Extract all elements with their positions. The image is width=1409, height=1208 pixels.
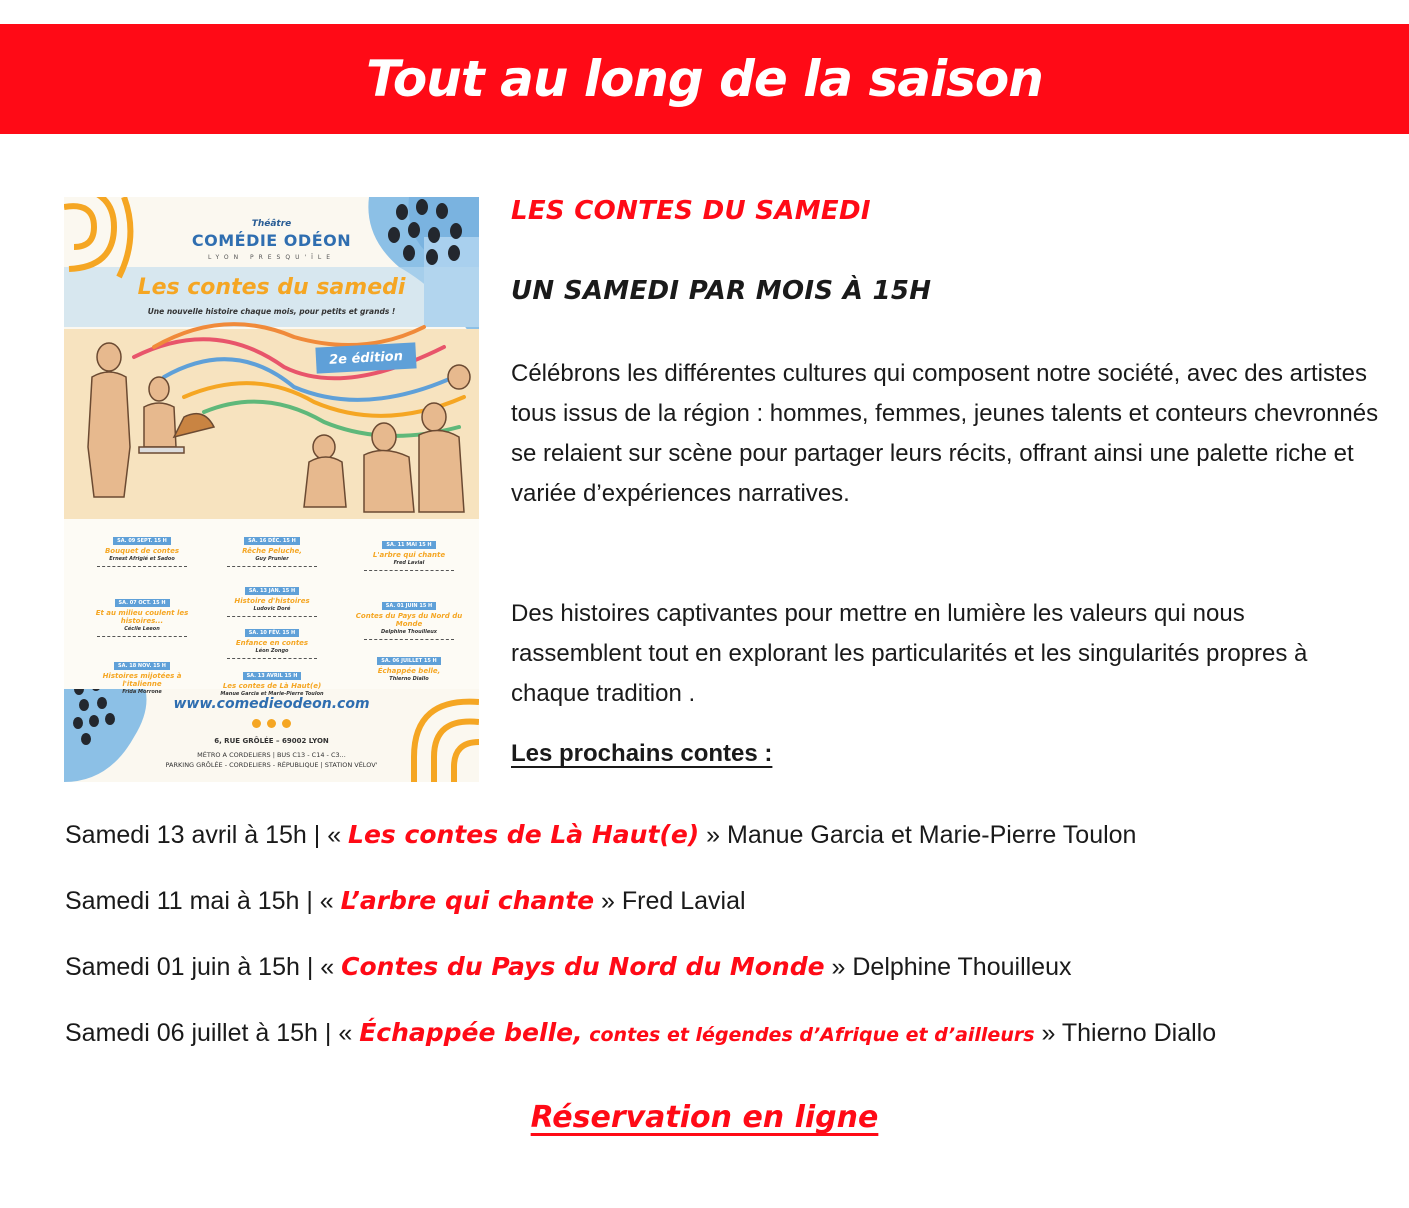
poster-website: www.comedieodeon.com: [173, 696, 370, 712]
show-subtitle: contes et légendes d’Afrique et d’ailleurs: [582, 1024, 1035, 1046]
show-artist: » Thierno Diallo: [1034, 1019, 1217, 1047]
show-title: Les contes de Là Haut(e): [348, 820, 700, 849]
schedule-heading: UN SAMEDI PAR MOIS À 15H: [511, 276, 932, 306]
show-date: Samedi 06 juillet à 15h | «: [65, 1019, 360, 1047]
description-paragraph-2: Des histoires captivantes pour mettre en lumière les valeurs qui nous rassemblent tout en explorant les particularités et les singularités propres à chaque tradition .: [511, 600, 1308, 707]
reservation-section: [0, 1100, 1409, 1135]
show-title: Contes du Pays du Nord du Monde: [341, 952, 825, 981]
poster-event: SA. 16 DÉC. 15 H Rêche Peluche, Guy Prunier: [212, 527, 332, 567]
description-paragraph-1: Célébrons les différentes cultures qui composent notre société, avec des artistes tous issus de la région : hommes, femmes, jeunes talents et conteurs chevronnés se relaient sur scène pour partager leurs récits, offrant ainsi une palette riche et variée d’expériences narratives.: [511, 360, 1379, 507]
poster-metro: MÉTRO A CORDELIERS | BUS C13 - C14 - C3...: [197, 751, 346, 759]
poster-event: SA. 13 AVRIL 15 H Les contes de Là Haut(e) Manue Garcia et Marie-Pierre Toulon: [220, 673, 324, 697]
twitter-icon: [267, 719, 276, 728]
poster-event: SA. 13 JAN. 15 H Histoire d'histoires Ludovic Doré: [212, 577, 332, 617]
poster-parking: PARKING GRÔLÉE - CORDELIERS - RÉPUBLIQUE | STATION VÉLOV': [165, 761, 378, 769]
instagram-icon: [282, 719, 291, 728]
header-banner: [0, 24, 1409, 134]
poster-event: SA. 01 JUIN 15 H Contes du Pays du Nord du Monde Delphine Thouilleux: [349, 592, 469, 640]
section-heading: LES CONTES DU SAMEDI: [511, 196, 871, 226]
poster-theatre: Théâtre: [251, 219, 292, 229]
next-shows-label: Les prochains contes :: [511, 740, 773, 767]
show-artist: » Fred Lavial: [594, 887, 746, 915]
poster-city: LYON PRESQU'ÎLE: [207, 254, 336, 261]
show-item: [65, 886, 746, 916]
poster-event: SA. 06 JUILLET 15 H Échappée belle, Thierno Diallo: [377, 658, 441, 682]
poster-theatre-name: COMÉDIE ODÉON: [191, 231, 352, 250]
poster-image: [64, 197, 479, 782]
poster-subtitle: Une nouvelle histoire chaque mois, pour petits et grands !: [147, 307, 396, 316]
show-item: [65, 952, 1072, 982]
poster-event: SA. 10 FÉV. 15 H Enfance en contes Léon Zongo: [212, 619, 332, 659]
reservation-link[interactable]: Réservation en ligne: [530, 1100, 879, 1135]
show-title: Échappée belle,: [359, 1018, 583, 1047]
show-artist: » Delphine Thouilleux: [824, 953, 1072, 981]
poster-address: 6, RUE GRÔLÉE – 69002 LYON: [214, 737, 329, 745]
poster-event: SA. 11 MAI 15 H L'arbre qui chante Fred Lavial: [349, 531, 469, 571]
poster-event: SA. 07 OCT. 15 H Et au milieu coulent les histoires... Cécile Leeon: [82, 589, 202, 637]
poster-title: Les contes du samedi: [137, 275, 406, 300]
show-date: Samedi 11 mai à 15h | «: [65, 887, 341, 915]
show-date: Samedi 01 juin à 15h | «: [65, 953, 342, 981]
show-title: L’arbre qui chante: [340, 886, 595, 915]
facebook-icon: [252, 719, 261, 728]
show-artist: » Manue Garcia et Marie-Pierre Toulon: [699, 821, 1137, 849]
poster-event: SA. 09 SEPT. 15 H Bouquet de contes Ernest Afrigié et Sadoo: [82, 527, 202, 567]
show-date: Samedi 13 avril à 15h | «: [65, 821, 349, 849]
poster-edition-badge: 2e édition: [315, 342, 416, 373]
show-item: [65, 1018, 1216, 1048]
poster-event: SA. 18 NOV. 15 H Histoires mijotées à l'italienne Frida Morrone: [102, 663, 182, 695]
show-item: [65, 820, 1136, 850]
banner-title: Tout au long de la saison: [366, 50, 1043, 108]
